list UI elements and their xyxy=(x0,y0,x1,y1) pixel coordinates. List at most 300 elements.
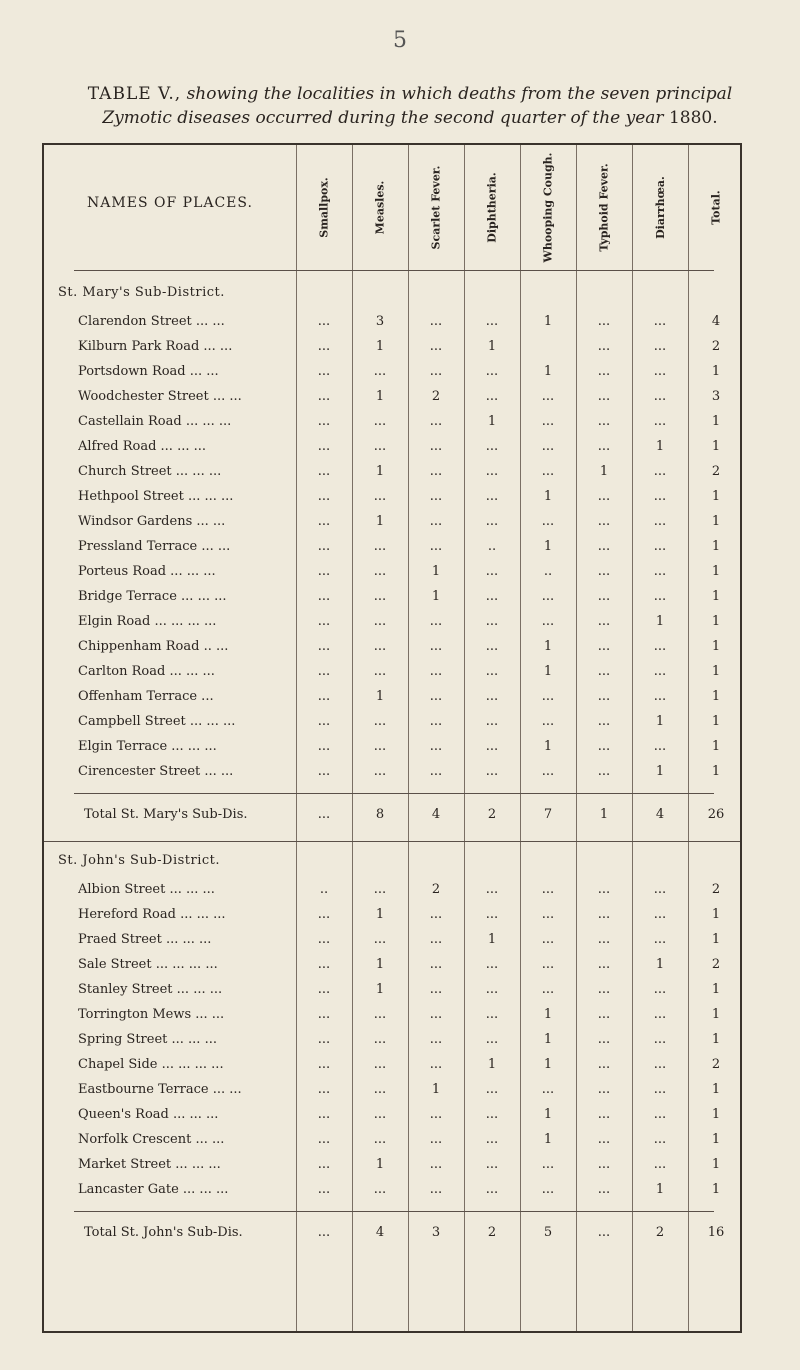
table-cell: ... xyxy=(485,314,499,329)
place-name: Castellain Road ... ... ... xyxy=(78,414,232,429)
table-cell: ... xyxy=(373,1082,387,1097)
table-cell: ... xyxy=(597,739,611,754)
table-cell: 1 xyxy=(543,1032,553,1047)
table-cell: ... xyxy=(597,1032,611,1047)
total-cell: 4 xyxy=(655,807,665,822)
table-row xyxy=(44,1128,740,1153)
table-cell: 1 xyxy=(543,1132,553,1147)
place-name: Spring Street ... ... ... xyxy=(78,1032,217,1047)
total-label: Total St. John's Sub-Dis. xyxy=(84,1225,243,1240)
total-cell: 4 xyxy=(375,1225,385,1240)
table-cell: 1 xyxy=(711,1007,721,1022)
table-cell: 1 xyxy=(599,464,609,479)
table-row xyxy=(44,560,740,585)
table-cell: ... xyxy=(429,739,443,754)
column-header xyxy=(464,145,520,270)
place-name: Cirencester Street ... ... xyxy=(78,764,234,779)
table-cell: ... xyxy=(597,1007,611,1022)
table-cell: ... xyxy=(429,364,443,379)
table-cell: ... xyxy=(597,1082,611,1097)
table-cell: 1 xyxy=(375,957,385,972)
table-cell: 1 xyxy=(711,1107,721,1122)
place-name: Chippenham Road .. ... xyxy=(78,639,229,654)
table-cell: 1 xyxy=(711,614,721,629)
table-cell: ... xyxy=(541,1157,555,1172)
table-cell: ... xyxy=(373,1132,387,1147)
place-name: Hethpool Street ... ... ... xyxy=(78,489,234,504)
table-cell: ... xyxy=(597,664,611,679)
page-number: 5 xyxy=(393,28,407,53)
table-row xyxy=(44,485,740,510)
total-cell: ... xyxy=(317,1225,331,1240)
table-cell: 1 xyxy=(487,932,497,947)
table-cell: ... xyxy=(317,1182,331,1197)
table-cell: 1 xyxy=(711,639,721,654)
column-header xyxy=(296,145,352,270)
table-cell: ... xyxy=(429,1157,443,1172)
table-cell: ... xyxy=(597,957,611,972)
total-cell: 2 xyxy=(487,807,497,822)
table-cell: ... xyxy=(429,1007,443,1022)
table-row xyxy=(44,1028,740,1053)
table-cell: ... xyxy=(317,664,331,679)
table-cell: ... xyxy=(653,1132,667,1147)
table-cell: ... xyxy=(653,489,667,504)
table-cell: 2 xyxy=(431,882,441,897)
table-cell: 1 xyxy=(711,714,721,729)
table-cell: ... xyxy=(597,589,611,604)
table-row xyxy=(44,735,740,760)
table-cell: 1 xyxy=(711,364,721,379)
table-cell: ... xyxy=(429,614,443,629)
table-cell: ... xyxy=(485,957,499,972)
table-cell: ... xyxy=(317,1107,331,1122)
table-cell: ... xyxy=(653,1007,667,1022)
place-name: Eastbourne Terrace ... ... xyxy=(78,1082,242,1097)
table-row xyxy=(44,435,740,460)
table-cell: ... xyxy=(317,1082,331,1097)
table-cell: 1 xyxy=(711,564,721,579)
table-cell: ... xyxy=(429,439,443,454)
table-cell: 1 xyxy=(711,489,721,504)
column-header-label: Measles. xyxy=(373,180,387,235)
caption-line-2: Zymotic diseases occurred during the second quarter of the year xyxy=(102,108,664,128)
table-cell: ... xyxy=(485,464,499,479)
place-name: Offenham Terrace ... xyxy=(78,689,214,704)
table-cell: ... xyxy=(373,364,387,379)
table-row xyxy=(44,535,740,560)
table-row xyxy=(44,878,740,903)
table-cell: ... xyxy=(597,882,611,897)
table-cell: 1 xyxy=(711,982,721,997)
table-cell: ... xyxy=(317,714,331,729)
table-cell: ... xyxy=(653,1107,667,1122)
table-cell: ... xyxy=(373,1007,387,1022)
table-cell: 1 xyxy=(711,1182,721,1197)
table-cell: ... xyxy=(317,764,331,779)
table-cell: ... xyxy=(317,689,331,704)
table-cell: ... xyxy=(317,489,331,504)
table-cell: 2 xyxy=(431,389,441,404)
table-cell: ... xyxy=(541,982,555,997)
table-cell: ... xyxy=(597,639,611,654)
table-cell: ... xyxy=(373,614,387,629)
table-cell: ... xyxy=(485,982,499,997)
caption-line-1: showing the localities in which deaths from the seven principal xyxy=(186,84,733,104)
table-cell: ... xyxy=(485,639,499,654)
table-cell: ... xyxy=(485,1107,499,1122)
table-cell: ... xyxy=(317,339,331,354)
table-cell: ... xyxy=(597,539,611,554)
mortality-table xyxy=(42,143,742,1333)
table-cell: ... xyxy=(317,614,331,629)
total-cell: 7 xyxy=(543,807,553,822)
table-cell: 1 xyxy=(711,764,721,779)
column-header xyxy=(520,145,576,270)
table-cell: ... xyxy=(653,364,667,379)
table-row xyxy=(44,685,740,710)
total-cell: ... xyxy=(597,1225,611,1240)
table-cell: 1 xyxy=(543,1007,553,1022)
table-cell: ... xyxy=(485,564,499,579)
table-cell: ... xyxy=(317,589,331,604)
table-cell: 1 xyxy=(431,1082,441,1097)
column-header xyxy=(408,145,464,270)
place-name: Elgin Road ... ... ... ... xyxy=(78,614,217,629)
place-name: Sale Street ... ... ... ... xyxy=(78,957,218,972)
table-row xyxy=(44,1178,740,1203)
table-cell: ... xyxy=(653,932,667,947)
table-cell: ... xyxy=(653,339,667,354)
table-cell: ... xyxy=(653,1082,667,1097)
table-cell: 1 xyxy=(487,414,497,429)
table-row xyxy=(44,953,740,978)
table-cell: 1 xyxy=(711,589,721,604)
table-cell: ... xyxy=(597,907,611,922)
total-row xyxy=(44,801,740,826)
table-cell: 1 xyxy=(711,439,721,454)
table-cell: ... xyxy=(429,1107,443,1122)
table-cell: 1 xyxy=(655,1182,665,1197)
table-cell: ... xyxy=(541,614,555,629)
table-cell: ... xyxy=(317,414,331,429)
place-name: Bridge Terrace ... ... ... xyxy=(78,589,227,604)
table-row xyxy=(44,1078,740,1103)
table-cell: .. xyxy=(319,882,329,897)
place-name: Alfred Road ... ... ... xyxy=(78,439,206,454)
table-cell: ... xyxy=(597,439,611,454)
table-row xyxy=(44,660,740,685)
table-cell: ... xyxy=(317,1157,331,1172)
table-cell: 1 xyxy=(655,614,665,629)
table-row xyxy=(44,585,740,610)
column-header-label: Scarlet Fever. xyxy=(429,165,443,250)
table-cell: ... xyxy=(541,882,555,897)
table-row xyxy=(44,635,740,660)
table-cell: 1 xyxy=(711,514,721,529)
table-cell: ... xyxy=(373,664,387,679)
table-cell: ... xyxy=(429,339,443,354)
table-cell: ... xyxy=(485,764,499,779)
table-cell: 1 xyxy=(375,1157,385,1172)
place-name: Praed Street ... ... ... xyxy=(78,932,212,947)
table-cell: ... xyxy=(541,714,555,729)
table-cell: ... xyxy=(597,614,611,629)
table-cell: ... xyxy=(653,1032,667,1047)
table-cell: ... xyxy=(317,739,331,754)
table-cell: ... xyxy=(485,1007,499,1022)
total-cell: 26 xyxy=(707,807,725,822)
table-cell: 1 xyxy=(543,364,553,379)
table-row xyxy=(44,903,740,928)
table-caption xyxy=(50,82,770,130)
table-cell: ... xyxy=(597,414,611,429)
table-cell: 4 xyxy=(711,314,721,329)
table-cell: ... xyxy=(429,714,443,729)
header-rule xyxy=(74,270,714,271)
table-cell: ... xyxy=(485,439,499,454)
total-cell: 2 xyxy=(655,1225,665,1240)
table-cell: 3 xyxy=(375,314,385,329)
table-cell: ... xyxy=(485,1157,499,1172)
table-cell: 1 xyxy=(543,314,553,329)
table-cell: ... xyxy=(429,664,443,679)
table-cell: ... xyxy=(485,364,499,379)
table-cell: ... xyxy=(373,639,387,654)
place-name: Market Street ... ... ... xyxy=(78,1157,221,1172)
table-cell: ... xyxy=(541,414,555,429)
total-cell: 5 xyxy=(543,1225,553,1240)
place-name: Queen's Road ... ... ... xyxy=(78,1107,219,1122)
table-cell: ... xyxy=(597,689,611,704)
table-cell: ... xyxy=(317,1132,331,1147)
place-name: Chapel Side ... ... ... ... xyxy=(78,1057,224,1072)
place-name: Porteus Road ... ... ... xyxy=(78,564,216,579)
table-cell: ... xyxy=(429,907,443,922)
table-row xyxy=(44,460,740,485)
table-cell: 2 xyxy=(711,957,721,972)
table-cell: ... xyxy=(485,739,499,754)
table-cell: ... xyxy=(429,314,443,329)
table-cell: 2 xyxy=(711,1057,721,1072)
table-cell: ... xyxy=(429,764,443,779)
table-cell: ... xyxy=(317,639,331,654)
table-cell: ... xyxy=(541,1082,555,1097)
table-cell: ... xyxy=(485,514,499,529)
table-row xyxy=(44,1053,740,1078)
table-cell: ... xyxy=(597,714,611,729)
table-cell: 2 xyxy=(711,464,721,479)
table-cell: ... xyxy=(429,982,443,997)
table-cell: ... xyxy=(597,982,611,997)
table-cell: 1 xyxy=(543,1057,553,1072)
total-row xyxy=(44,1219,740,1244)
place-name: Hereford Road ... ... ... xyxy=(78,907,226,922)
section-title: St. Mary's Sub-District. xyxy=(58,285,225,300)
table-cell: ... xyxy=(373,739,387,754)
section-title: St. John's Sub-District. xyxy=(58,853,221,868)
table-cell: 1 xyxy=(711,1082,721,1097)
table-cell: 1 xyxy=(431,564,441,579)
table-cell: ... xyxy=(373,539,387,554)
table-cell: ... xyxy=(373,414,387,429)
table-cell: ... xyxy=(485,489,499,504)
table-cell: 1 xyxy=(375,339,385,354)
table-cell: 1 xyxy=(375,464,385,479)
table-row xyxy=(44,385,740,410)
table-cell: ... xyxy=(317,539,331,554)
table-cell: ... xyxy=(653,639,667,654)
table-cell: ... xyxy=(317,907,331,922)
total-cell: 1 xyxy=(599,807,609,822)
table-cell: ... xyxy=(317,957,331,972)
table-cell: ... xyxy=(541,957,555,972)
table-cell: ... xyxy=(597,932,611,947)
table-cell: 1 xyxy=(711,414,721,429)
total-cell: 2 xyxy=(487,1225,497,1240)
total-cell: 16 xyxy=(707,1225,725,1240)
table-cell: ... xyxy=(317,314,331,329)
total-cell: 8 xyxy=(375,807,385,822)
table-row xyxy=(44,928,740,953)
table-cell: ... xyxy=(429,514,443,529)
table-cell: ... xyxy=(317,1032,331,1047)
table-cell: ... xyxy=(653,539,667,554)
table-cell: 1 xyxy=(487,339,497,354)
table-row xyxy=(44,978,740,1003)
table-cell: 2 xyxy=(711,882,721,897)
table-row xyxy=(44,510,740,535)
table-row xyxy=(44,710,740,735)
table-cell: ... xyxy=(653,464,667,479)
column-header-label: Total. xyxy=(709,190,723,225)
table-row xyxy=(44,360,740,385)
table-cell: ... xyxy=(429,932,443,947)
table-cell: ... xyxy=(485,389,499,404)
table-cell: ... xyxy=(597,1107,611,1122)
column-header-label: Diarrhœa. xyxy=(653,176,667,239)
column-header xyxy=(688,145,744,270)
table-cell: ... xyxy=(485,1082,499,1097)
table-cell: 1 xyxy=(655,764,665,779)
table-cell: ... xyxy=(485,1182,499,1197)
table-cell: ... xyxy=(429,957,443,972)
table-cell: ... xyxy=(485,689,499,704)
table-cell: ... xyxy=(317,464,331,479)
place-name: Clarendon Street ... ... xyxy=(78,314,225,329)
table-cell: ... xyxy=(485,1032,499,1047)
table-cell: ... xyxy=(317,982,331,997)
table-cell: 1 xyxy=(711,1157,721,1172)
table-cell: 1 xyxy=(375,982,385,997)
table-cell: ... xyxy=(653,1157,667,1172)
table-cell: ... xyxy=(373,932,387,947)
table-cell: ... xyxy=(373,1032,387,1047)
table-cell: ... xyxy=(653,389,667,404)
caption-year: 1880. xyxy=(668,108,718,128)
table-cell: 1 xyxy=(711,664,721,679)
table-cell: ... xyxy=(429,1132,443,1147)
column-header xyxy=(632,145,688,270)
table-cell: 1 xyxy=(711,1032,721,1047)
table-cell: ... xyxy=(429,414,443,429)
table-cell: ... xyxy=(373,1182,387,1197)
table-cell: ... xyxy=(653,882,667,897)
table-cell: ... xyxy=(373,564,387,579)
table-cell: ... xyxy=(317,439,331,454)
table-cell: ... xyxy=(653,514,667,529)
table-cell: ... xyxy=(485,664,499,679)
table-cell: ... xyxy=(653,739,667,754)
table-cell: ... xyxy=(485,614,499,629)
table-cell: ... xyxy=(541,389,555,404)
table-cell: ... xyxy=(597,764,611,779)
place-name: Woodchester Street ... ... xyxy=(78,389,242,404)
table-cell: ... xyxy=(653,907,667,922)
table-cell: ... xyxy=(597,489,611,504)
table-cell: 1 xyxy=(711,689,721,704)
table-cell: 1 xyxy=(655,957,665,972)
table-cell: ... xyxy=(597,389,611,404)
table-cell: ... xyxy=(653,1057,667,1072)
total-label: Total St. Mary's Sub-Dis. xyxy=(84,807,248,822)
table-cell: ... xyxy=(541,689,555,704)
table-cell: ... xyxy=(373,589,387,604)
caption-lead: TABLE V., xyxy=(87,84,182,104)
names-of-places-header: NAMES OF PLACES. xyxy=(87,195,253,211)
table-cell: ... xyxy=(597,1157,611,1172)
table-cell: ... xyxy=(485,589,499,604)
table-cell: ... xyxy=(317,564,331,579)
table-row xyxy=(44,310,740,335)
table-cell: ... xyxy=(485,714,499,729)
table-cell: ... xyxy=(597,564,611,579)
table-cell: 1 xyxy=(431,589,441,604)
total-cell: 4 xyxy=(431,807,441,822)
table-cell: ... xyxy=(373,489,387,504)
table-cell: ... xyxy=(317,1057,331,1072)
table-cell: ... xyxy=(597,364,611,379)
table-cell: ... xyxy=(653,982,667,997)
table-row xyxy=(44,610,740,635)
table-cell: 1 xyxy=(487,1057,497,1072)
table-cell: ... xyxy=(429,639,443,654)
column-header-label: Diphtheria. xyxy=(485,172,499,243)
table-cell: ... xyxy=(429,489,443,504)
table-cell: ... xyxy=(541,439,555,454)
table-cell: ... xyxy=(541,907,555,922)
table-cell: ... xyxy=(373,439,387,454)
place-name: Windsor Gardens ... ... xyxy=(78,514,226,529)
table-cell: ... xyxy=(373,1057,387,1072)
place-name: Stanley Street ... ... ... xyxy=(78,982,223,997)
table-cell: .. xyxy=(487,539,497,554)
table-cell: ... xyxy=(485,1132,499,1147)
table-cell: ... xyxy=(597,1182,611,1197)
place-name: Portsdown Road ... ... xyxy=(78,364,219,379)
place-name: Church Street ... ... ... xyxy=(78,464,222,479)
total-cell: 3 xyxy=(431,1225,441,1240)
table-cell: ... xyxy=(429,1057,443,1072)
table-row xyxy=(44,760,740,785)
table-cell: 3 xyxy=(711,389,721,404)
place-name: Albion Street ... ... ... xyxy=(78,882,215,897)
table-cell: ... xyxy=(541,514,555,529)
table-cell: ... xyxy=(653,314,667,329)
table-cell: ... xyxy=(317,514,331,529)
table-cell: ... xyxy=(653,414,667,429)
total-rule xyxy=(74,1211,714,1212)
